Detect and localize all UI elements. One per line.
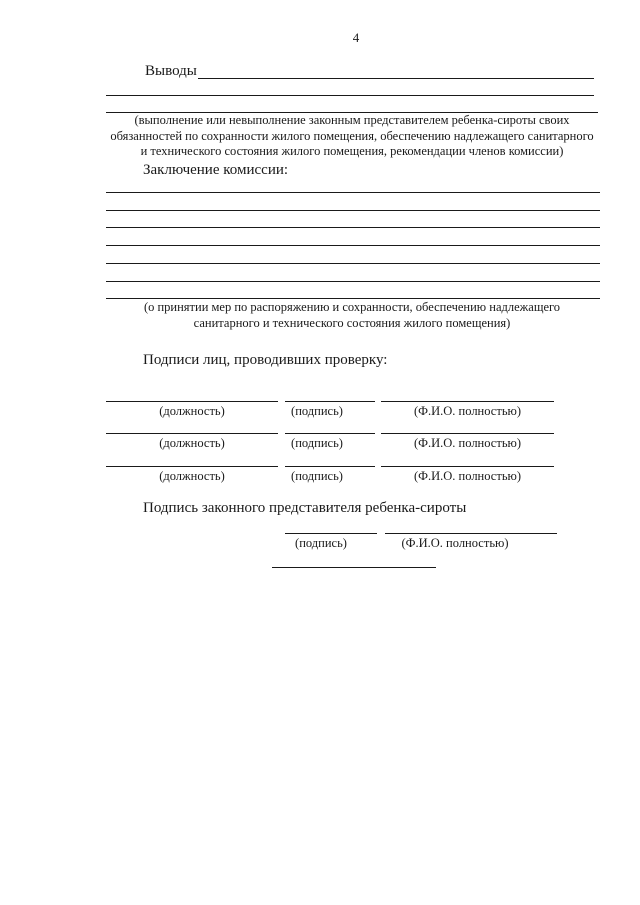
signature-caption: (подпись): [291, 436, 343, 450]
full-name-caption: (Ф.И.О. полностью): [413, 469, 522, 483]
commission-line-1[interactable]: [106, 192, 600, 193]
full-name-line[interactable]: [381, 433, 554, 434]
signature-caption: (подпись): [291, 404, 343, 418]
conclusions-caption: [96, 113, 608, 160]
position-caption: (должность): [159, 436, 225, 450]
position-caption: (должность): [159, 404, 225, 418]
commission-caption: [96, 300, 608, 331]
commission-line-2[interactable]: [106, 210, 600, 211]
signature-line[interactable]: [285, 401, 375, 402]
guardian-full-name-line[interactable]: [385, 533, 557, 534]
commission-label: Заключение комиссии:: [143, 162, 289, 178]
commission-caption-line: санитарного и технического состояния жилого помещения): [193, 315, 511, 330]
guardian-signature-caption: (подпись): [295, 536, 347, 550]
conclusions-label: Выводы: [145, 63, 197, 79]
commission-line-6[interactable]: [106, 281, 600, 282]
guardian-label: Подпись законного представителя ребенка-сироты: [143, 500, 467, 516]
conclusions-caption-line: и технического состояния жилого помещения, рекомендации членов комиссии): [140, 144, 564, 158]
conclusions-line-1[interactable]: [198, 78, 594, 79]
signature-caption: (подпись): [291, 469, 343, 483]
position-line[interactable]: [106, 466, 278, 467]
guardian-full-name-caption: (Ф.И.О. полностью): [401, 536, 509, 550]
guardian-signature-line[interactable]: [285, 533, 377, 534]
commission-line-5[interactable]: [106, 263, 600, 264]
full-name-caption: (Ф.И.О. полностью): [413, 404, 522, 418]
position-line[interactable]: [106, 401, 278, 402]
position-caption: (должность): [159, 469, 225, 483]
commission-line-4[interactable]: [106, 245, 600, 246]
full-name-line[interactable]: [381, 401, 554, 402]
position-line[interactable]: [106, 433, 278, 434]
full-name-line[interactable]: [381, 466, 554, 467]
commission-line-3[interactable]: [106, 227, 600, 228]
inspectors-label: Подписи лиц, проводивших проверку:: [143, 352, 388, 368]
commission-line-7[interactable]: [106, 298, 600, 299]
signature-line[interactable]: [285, 433, 375, 434]
full-name-caption: (Ф.И.О. полностью): [413, 436, 522, 450]
conclusions-caption-line: обязанностей по сохранности жилого помещения, обеспечению надлежащего санитарного: [110, 128, 594, 143]
commission-caption-line: (о принятии мер по распоряжению и сохранности, обеспечению надлежащего: [143, 300, 561, 314]
closing-rule: [272, 567, 436, 568]
page-number: 4: [352, 30, 360, 45]
signature-line[interactable]: [285, 466, 375, 467]
conclusions-line-2[interactable]: [106, 95, 594, 96]
conclusions-caption-line: (выполнение или невыполнение законным представителем ребенка-сироты своих: [134, 113, 570, 127]
